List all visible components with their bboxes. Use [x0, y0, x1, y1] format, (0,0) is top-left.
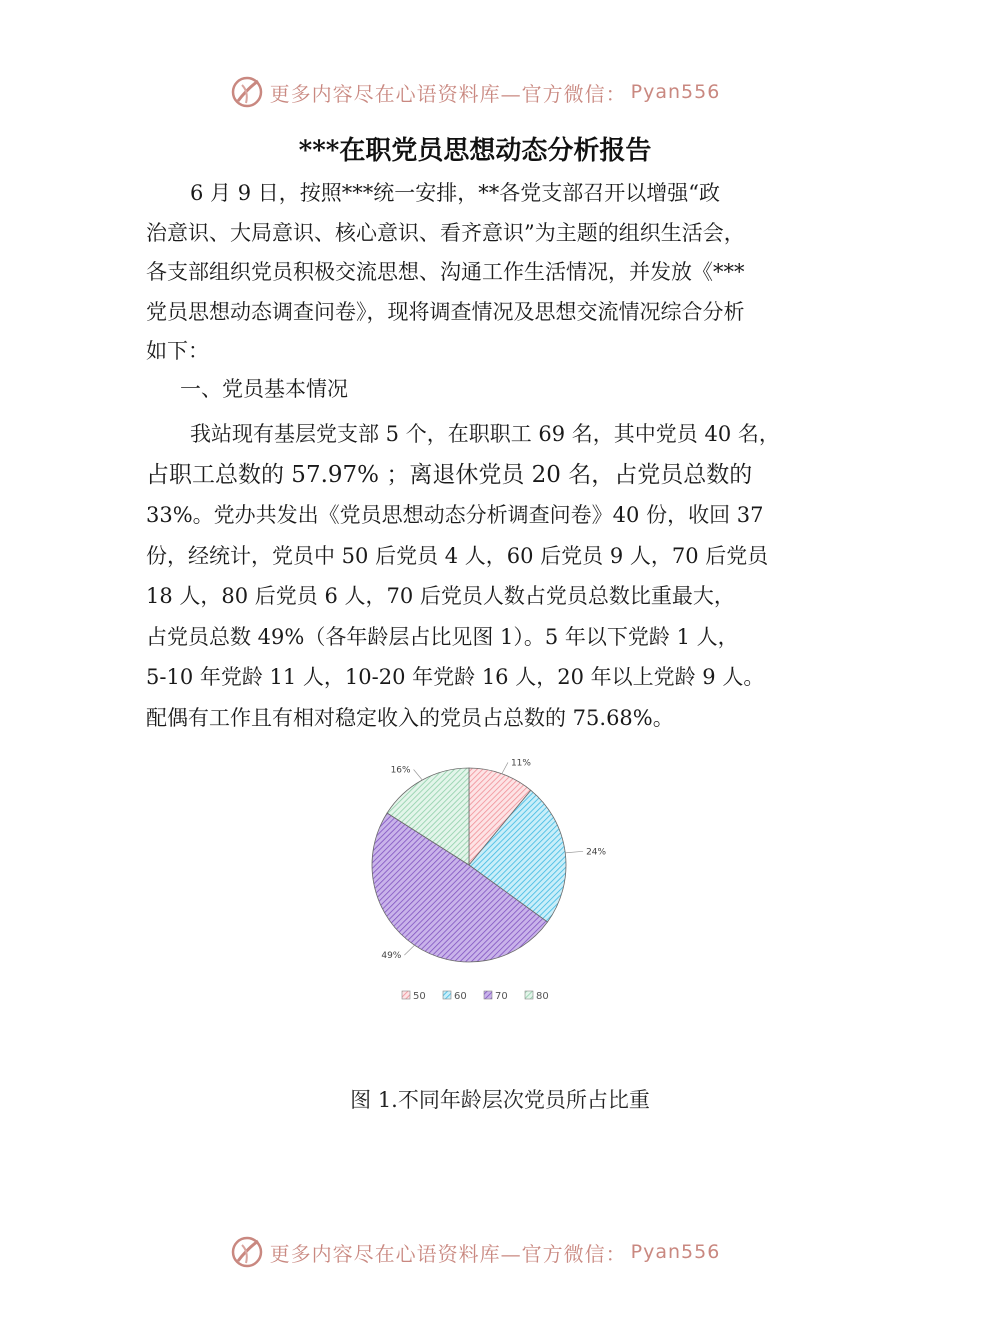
- section-line: 18 人，80 后党员 6 人，70 后党员人数占党员总数比重最大，: [146, 584, 735, 608]
- section-paragraph: [146, 414, 836, 738]
- intro-paragraph: [146, 174, 836, 372]
- section-line: 33%。党办共发出《党员思想动态分析调查问卷》40 份，收回 37: [146, 503, 764, 527]
- intro-line: 如下：: [146, 339, 209, 363]
- intro-line: 各支部组织党员积极交流思想、沟通工作生活情况，并发放《***: [146, 260, 745, 284]
- pie-leader-line: [414, 769, 423, 780]
- legend-swatch-50: [402, 991, 410, 999]
- intro-line: 治意识、大局意识、核心意识、看齐意识”为主题的组织生活会，: [146, 220, 745, 245]
- intro-line: 党员思想动态调查问卷》，现将调查情况及思想交流情况综合分析: [146, 299, 745, 324]
- banner-wechat-id: Pyan556: [630, 1241, 721, 1263]
- figure-caption: 图 1.不同年龄层次党员所占比重: [350, 1088, 650, 1112]
- section-line: 占职工总数的 57.97% ；离退休党员 20 名，占党员总数的: [146, 461, 753, 488]
- pie-data-label: 49%: [381, 951, 402, 962]
- pie-slices: [372, 768, 566, 962]
- banner-wechat-id: Pyan556: [630, 81, 721, 103]
- section-line: 份，经统计，党员中 50 后党员 4 人，60 后党员 9 人，70 后党员: [146, 543, 769, 568]
- legend-swatch-80: [525, 991, 533, 999]
- section-line: 配偶有工作且有相对稳定收入的党员占总数的 75.68%。: [146, 705, 674, 730]
- pie-data-label: 16%: [390, 765, 411, 776]
- section-line: 5-10 年党龄 11 人，10-20 年党龄 16 人，20 年以上党龄 9 人。: [146, 665, 765, 689]
- pie-leader-line: [502, 762, 508, 773]
- pie-data-label: 11%: [510, 758, 531, 769]
- legend-label-60: 60: [454, 991, 467, 1002]
- pie-leader-line: [565, 851, 583, 853]
- document-title: ***在职党员思想动态分析报告: [298, 136, 652, 166]
- section-line: 占党员总数 49%（各年龄层占比见图 1）。5 年以下党龄 1 人，: [146, 624, 739, 649]
- banner-text: 更多内容尽在心语资料库—官方微信：: [269, 1241, 627, 1266]
- section-line: 我站现有基层党支部 5 个，在职职工 69 名，其中党员 40 名，: [190, 422, 780, 446]
- age-pie-chart: [350, 758, 607, 1020]
- legend-label-80: 80: [536, 991, 549, 1002]
- legend-swatch-70: [484, 991, 492, 999]
- logo-icon: [230, 1235, 264, 1269]
- pie-leader-line: [404, 945, 414, 955]
- legend-swatch-60: [443, 991, 451, 999]
- banner-text: 更多内容尽在心语资料库—官方微信：: [269, 81, 627, 106]
- pie-data-label: 24%: [586, 847, 607, 858]
- section-heading: 一、党员基本情况: [180, 377, 348, 401]
- legend-label-70: 70: [495, 991, 508, 1002]
- legend-label-50: 50: [413, 991, 426, 1002]
- header-banner: [0, 72, 950, 112]
- footer-banner: [0, 1232, 950, 1272]
- chart-legend: [402, 991, 549, 1002]
- intro-line: 6 月 9 日，按照***统一安排，**各党支部召开以增强“政: [190, 181, 720, 205]
- logo-icon: [230, 75, 264, 109]
